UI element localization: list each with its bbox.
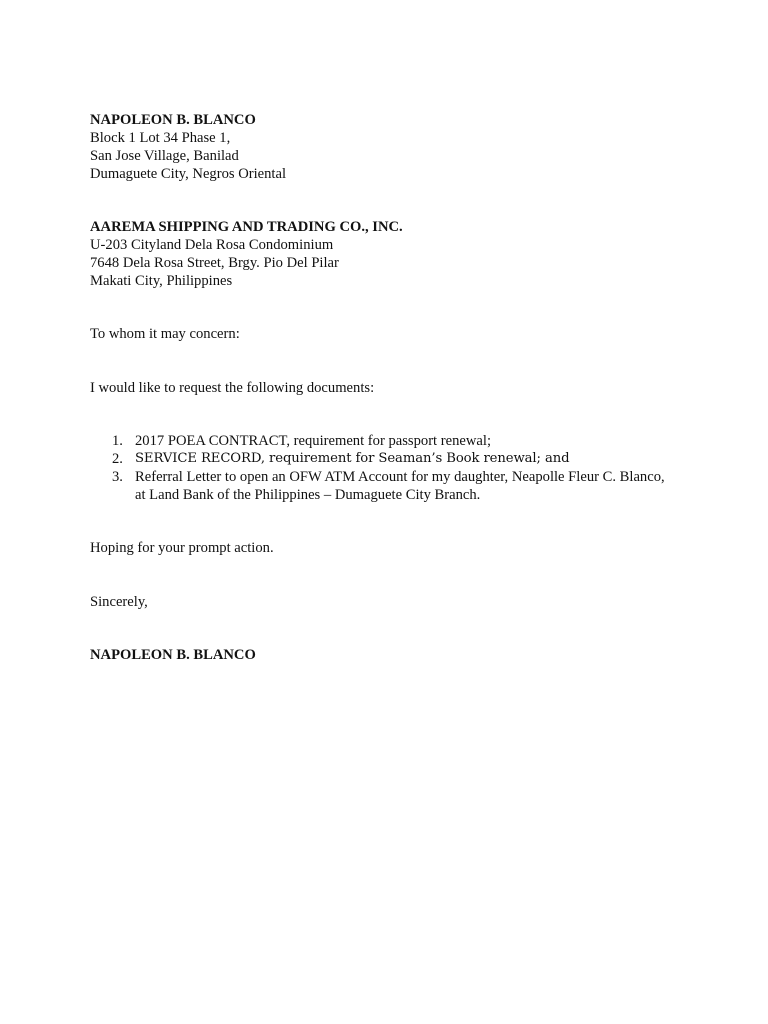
sender-address-line-2: San Jose Village, Banilad	[90, 148, 239, 164]
sender-name: NAPOLEON B. BLANCO	[90, 112, 256, 128]
signature-name: NAPOLEON B. BLANCO	[90, 647, 256, 663]
sender-address-line-1: Block 1 Lot 34 Phase 1,	[90, 130, 231, 146]
list-item-number: 1.	[112, 433, 123, 449]
recipient-address-line-1: U-203 Cityland Dela Rosa Condominium	[90, 237, 334, 253]
intro-text: I would like to request the following documents:	[90, 380, 375, 396]
list-item	[90, 468, 710, 504]
valediction-text: Sincerely,	[90, 594, 148, 610]
closing-remark-text: Hoping for your prompt action.	[90, 540, 274, 556]
closing-remark	[90, 539, 710, 557]
list-item	[90, 432, 710, 450]
requested-documents-list	[90, 432, 710, 504]
recipient-address-line-3: Makati City, Philippines	[90, 273, 233, 289]
sender-block	[90, 111, 710, 183]
list-item-text: SERVICE RECORD, requirement for Seaman’s Book renewal; and	[135, 451, 570, 466]
list-item-number: 3.	[112, 469, 123, 485]
list-item-text: 2017 POEA CONTRACT, requirement for passport renewal;	[135, 433, 491, 449]
intro-paragraph	[90, 379, 710, 397]
recipient-block	[90, 218, 710, 290]
recipient-company: AAREMA SHIPPING AND TRADING CO., INC.	[90, 219, 403, 235]
list-item-text: Referral Letter to open an OFW ATM Account for my daughter, Neapolle Fleur C. Blanco,	[135, 469, 665, 485]
list-item-text-continued: at Land Bank of the Philippines – Dumaguete City Branch.	[135, 487, 481, 503]
valediction	[90, 593, 710, 611]
salutation	[90, 325, 710, 343]
recipient-address-line-2: 7648 Dela Rosa Street, Brgy. Pio Del Pilar	[90, 255, 339, 271]
salutation-text: To whom it may concern:	[90, 326, 240, 342]
list-item-number: 2.	[112, 451, 123, 467]
list-item	[90, 450, 710, 468]
signature-block	[90, 646, 710, 664]
sender-address-line-3: Dumaguete City, Negros Oriental	[90, 166, 287, 182]
